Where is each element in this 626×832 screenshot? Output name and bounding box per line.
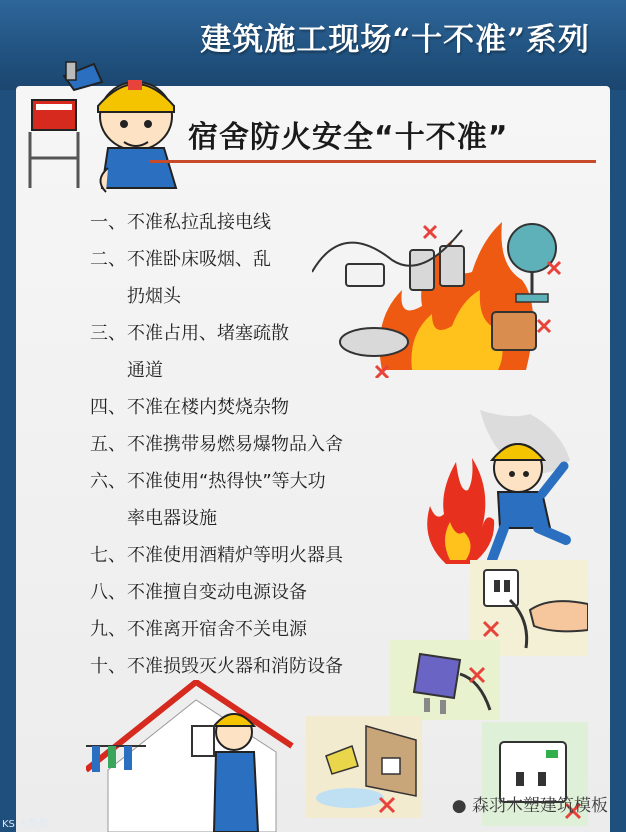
worker-in-dormitory-icon: [86, 680, 298, 832]
rule-text-continued: 通道: [127, 360, 163, 381]
rule-text-continued: 率电器设施: [127, 508, 217, 529]
rule-number: 六、: [90, 471, 126, 492]
rule-text: 不准携带易燃易爆物品入舍: [127, 434, 343, 455]
rule-item: [90, 574, 420, 611]
damaged-plug-icon: [390, 640, 500, 720]
worker-fleeing-fire-icon: [420, 410, 586, 570]
rule-number: 十、: [90, 656, 126, 677]
rule-item: [90, 537, 420, 574]
title-divider: [150, 160, 596, 163]
rule-text: 不准私拉乱接电线: [127, 212, 271, 233]
rule-text: 不准使用“热得快”等大功: [127, 471, 326, 492]
rule-number: 四、: [90, 397, 126, 418]
rule-text: 不准擅自变动电源设备: [127, 582, 307, 603]
rule-text: 不准占用、堵塞疏散: [127, 323, 289, 344]
rule-text: 不准在楼内焚烧杂物: [127, 397, 289, 418]
corner-watermark: KS 大数据: [2, 819, 49, 830]
rule-number: 七、: [90, 545, 126, 566]
rule-number: 九、: [90, 619, 126, 640]
rule-number: 八、: [90, 582, 126, 603]
rule-number: 五、: [90, 434, 126, 455]
rule-number: 一、: [90, 212, 126, 233]
wet-socket-icon: [306, 716, 422, 818]
rule-text: 不准卧床吸烟、乱: [127, 249, 271, 270]
rule-text: 不准离开宿舍不关电源: [127, 619, 307, 640]
rule-item: [90, 611, 420, 648]
rule-text: 不准使用酒精炉等明火器具: [127, 545, 343, 566]
rule-number: 二、: [90, 249, 126, 270]
header-title: 建筑施工现场“十不准”系列: [200, 22, 590, 58]
poster-subtitle: 宿舍防火安全“十不准”: [188, 120, 509, 155]
rule-item: [90, 389, 420, 426]
rule-number: 三、: [90, 323, 126, 344]
rule-text: 不准损毁灭火器和消防设备: [127, 656, 343, 677]
burning-appliances-icon: [312, 210, 588, 378]
rule-text-continued: 扔烟头: [127, 286, 181, 307]
watermark: ● 森羽木塑建筑模板: [451, 796, 608, 816]
rule-item: [90, 463, 420, 537]
watermark-text: 森羽木塑建筑模板: [472, 796, 608, 816]
worker-with-hammer-icon: [24, 58, 194, 198]
rule-item: [90, 426, 420, 463]
